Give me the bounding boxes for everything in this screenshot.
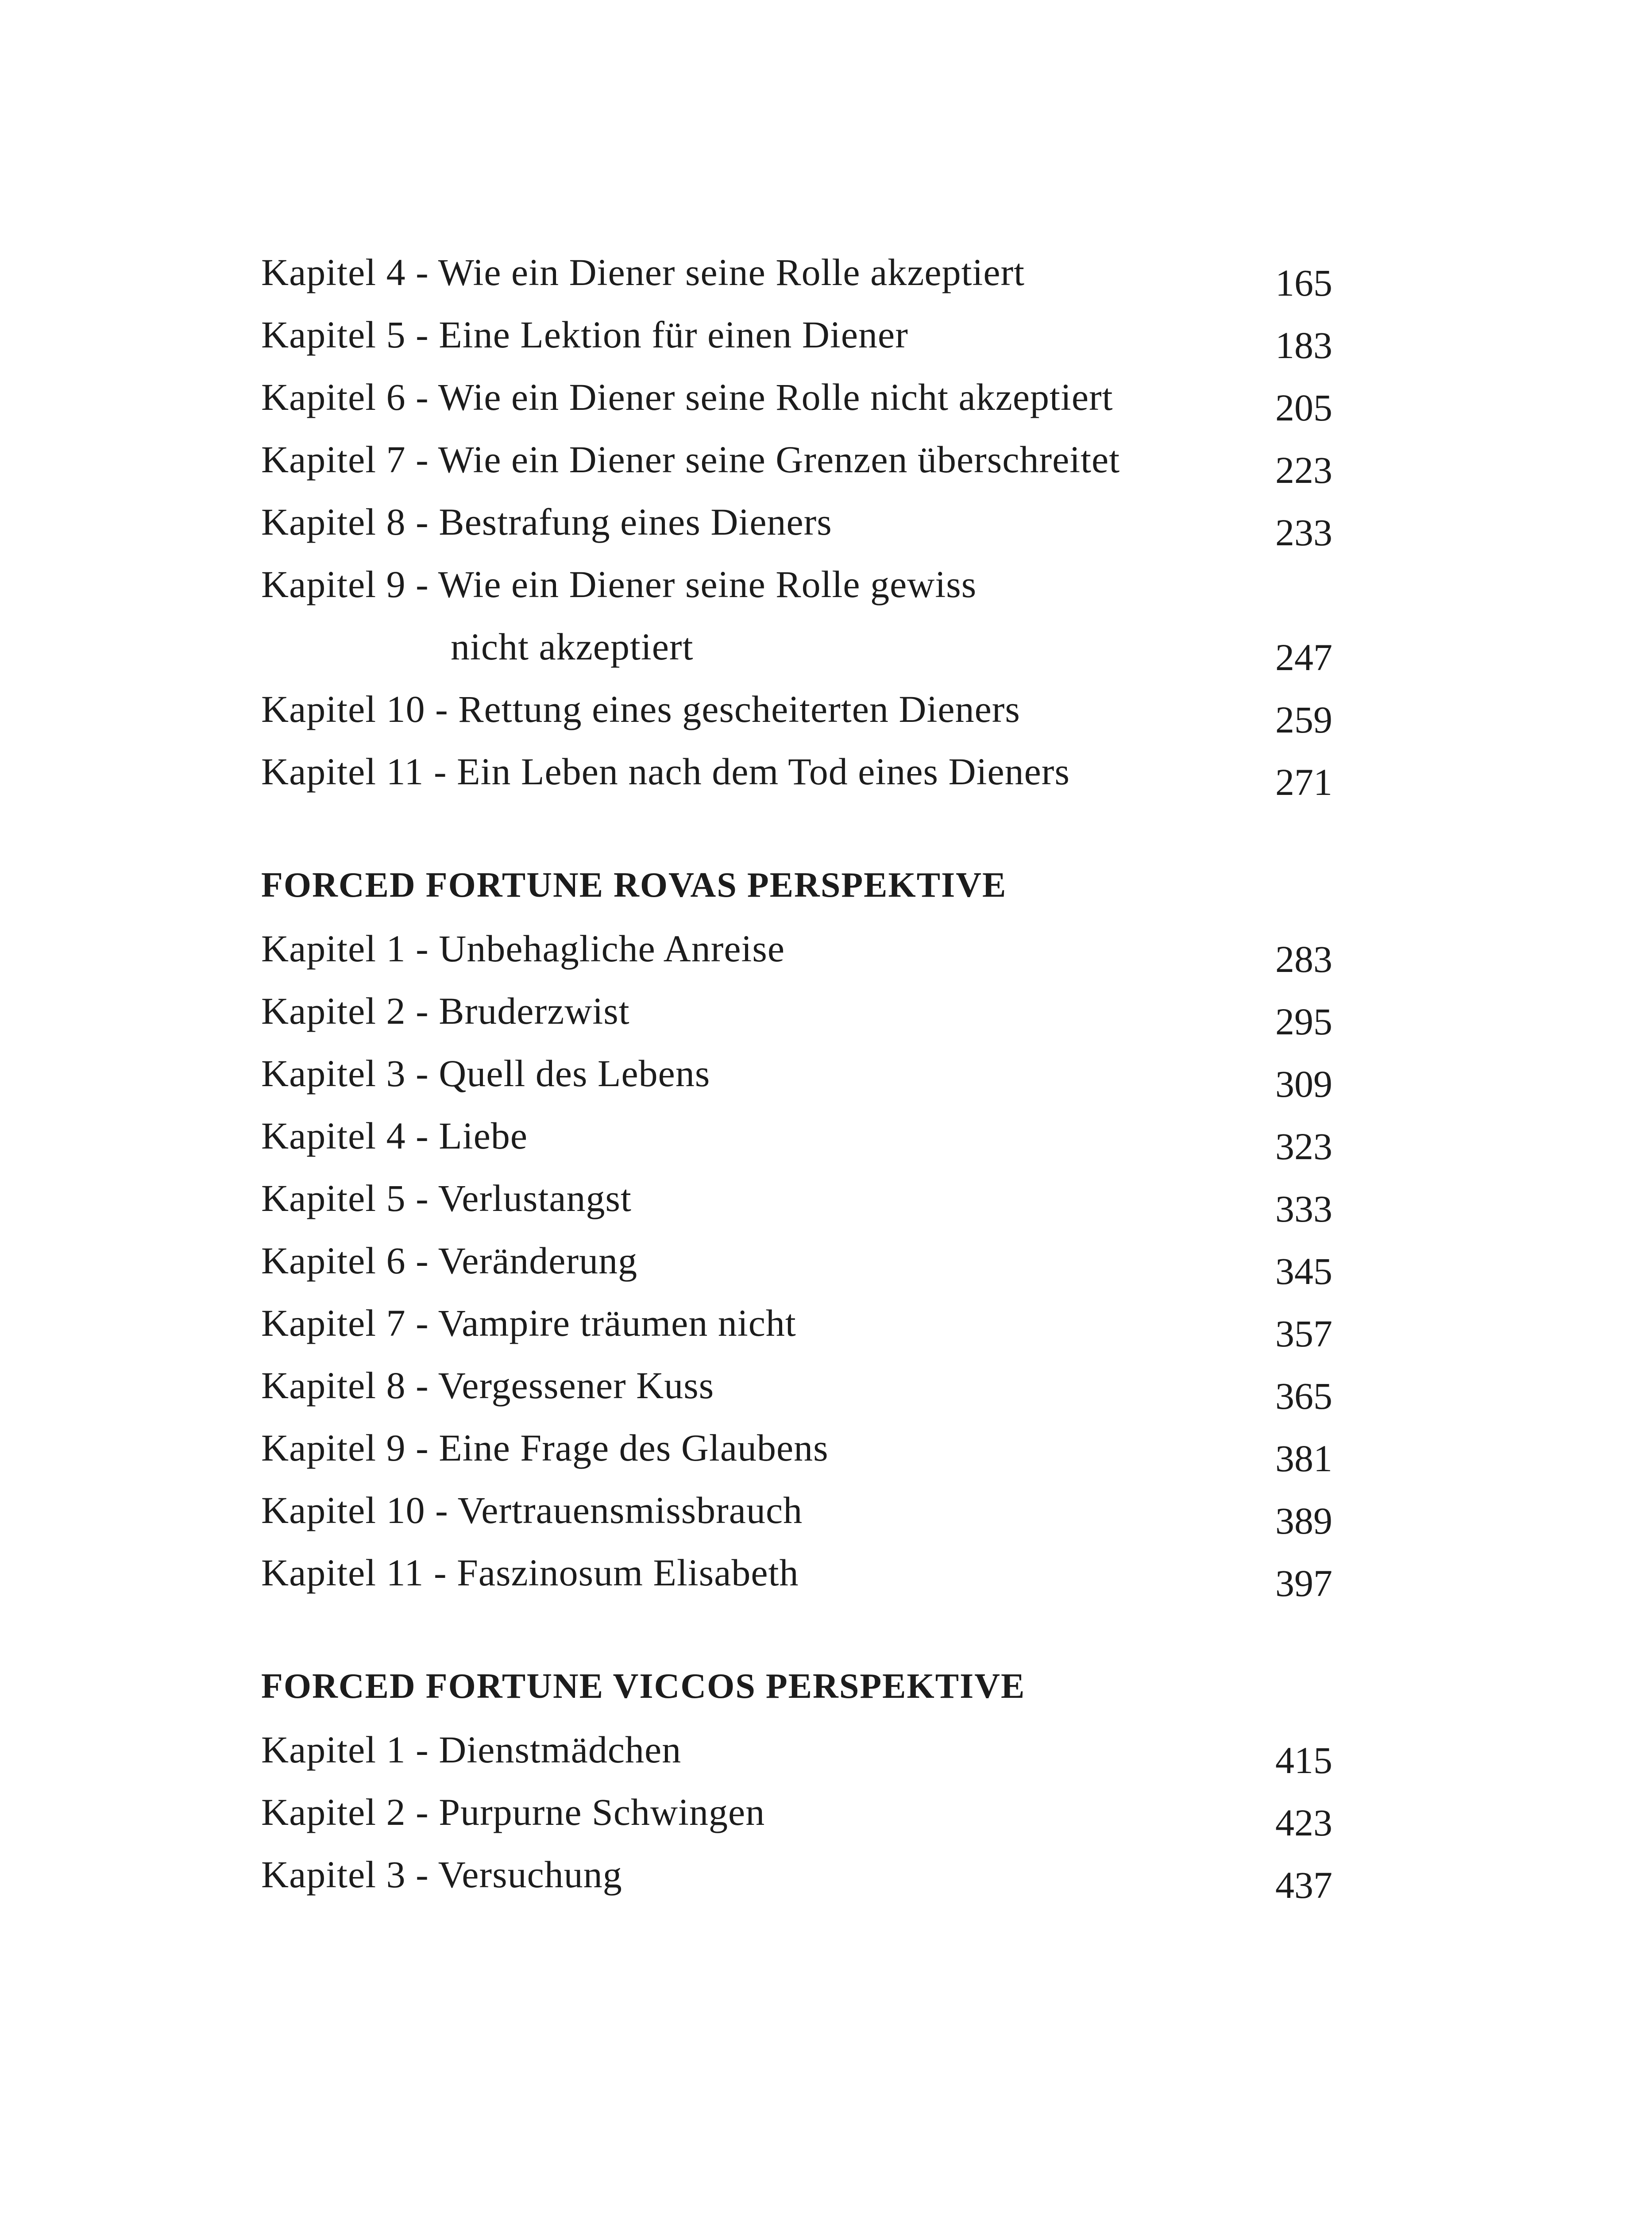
toc-entry-title: Kapitel 6 - Veränderung xyxy=(261,1239,638,1282)
toc-entry-title: Kapitel 9 - Wie ein Diener seine Rolle gewiss xyxy=(261,563,977,605)
toc-entry xyxy=(261,1114,1332,1176)
toc-entry xyxy=(261,749,1332,812)
toc-entry xyxy=(261,1852,1332,1915)
toc-entry-title-continued: nicht akzeptiert xyxy=(451,625,694,668)
toc-entry-page: 259 xyxy=(1275,698,1332,741)
toc-entry-page: 333 xyxy=(1275,1187,1332,1230)
section-heading: FORCED FORTUNE VICCOS PERSPEKTIVE xyxy=(261,1667,1026,1706)
toc-entry xyxy=(261,687,1332,749)
toc-entry xyxy=(261,1426,1332,1488)
toc-entry-continuation xyxy=(261,625,1332,687)
toc-entry-page: 295 xyxy=(1275,1000,1332,1043)
toc-entry-page: 233 xyxy=(1275,511,1332,554)
toc-entry-page: 357 xyxy=(1275,1312,1332,1355)
toc-entry xyxy=(261,250,1332,312)
toc-entry-title: Kapitel 5 - Verlustangst xyxy=(261,1177,632,1219)
toc-entry xyxy=(261,562,1332,625)
toc-entry xyxy=(261,437,1332,500)
toc-entry xyxy=(261,989,1332,1051)
toc-entry-page: 345 xyxy=(1275,1250,1332,1292)
toc-entry xyxy=(261,1238,1332,1301)
toc-entry-page: 415 xyxy=(1275,1739,1332,1781)
toc-entry-title: Kapitel 9 - Eine Frage des Glaubens xyxy=(261,1426,829,1469)
toc-entry-title: Kapitel 3 - Quell des Lebens xyxy=(261,1052,710,1095)
toc-entry-title: Kapitel 8 - Bestrafung eines Dieners xyxy=(261,501,832,543)
toc-entry-page: 183 xyxy=(1275,324,1332,366)
section-spacer xyxy=(261,812,1332,863)
toc-entry xyxy=(261,1051,1332,1114)
toc-entry-title: Kapitel 5 - Eine Lektion für einen Diener xyxy=(261,313,908,356)
toc-entry xyxy=(261,312,1332,375)
toc-entry-page: 365 xyxy=(1275,1375,1332,1417)
toc-entry xyxy=(261,1301,1332,1363)
toc-entry-title: Kapitel 6 - Wie ein Diener seine Rolle nicht akzeptiert xyxy=(261,376,1113,418)
toc-entry-page: 423 xyxy=(1275,1801,1332,1844)
toc-entry-title: Kapitel 11 - Ein Leben nach dem Tod eines Dieners xyxy=(261,750,1070,793)
toc-entry xyxy=(261,926,1332,989)
toc-entry-title: Kapitel 1 - Unbehagliche Anreise xyxy=(261,927,785,970)
toc-entry xyxy=(261,375,1332,437)
toc-entry xyxy=(261,1488,1332,1550)
toc-entry-page: 223 xyxy=(1275,449,1332,491)
toc-entry-title: Kapitel 7 - Vampire träumen nicht xyxy=(261,1302,796,1344)
toc-entry-page: 205 xyxy=(1275,386,1332,429)
toc-entry-title: Kapitel 10 - Rettung eines gescheiterten Dieners xyxy=(261,688,1020,730)
toc-entry-page: 165 xyxy=(1275,262,1332,304)
toc-entry-title: Kapitel 2 - Bruderzwist xyxy=(261,990,630,1032)
toc-entry-title: Kapitel 2 - Purpurne Schwingen xyxy=(261,1791,765,1833)
toc-entry xyxy=(261,1727,1332,1790)
toc-entry-title: Kapitel 4 - Wie ein Diener seine Rolle akzeptiert xyxy=(261,251,1025,293)
toc-entry xyxy=(261,1790,1332,1852)
toc-entry-title: Kapitel 1 - Dienstmädchen xyxy=(261,1728,682,1771)
toc-entry-title: Kapitel 10 - Vertrauensmissbrauch xyxy=(261,1489,803,1531)
toc-entry xyxy=(261,1550,1332,1613)
toc-entry-page: 437 xyxy=(1275,1864,1332,1906)
toc-entry-title: Kapitel 7 - Wie ein Diener seine Grenzen überschreitet xyxy=(261,438,1120,481)
toc-entry-page: 389 xyxy=(1275,1500,1332,1542)
toc-entry-title: Kapitel 8 - Vergessener Kuss xyxy=(261,1364,714,1407)
toc-entry-page: 381 xyxy=(1275,1437,1332,1480)
section-spacer xyxy=(261,1613,1332,1664)
section-heading: FORCED FORTUNE ROVAS PERSPEKTIVE xyxy=(261,866,1007,905)
toc-entry xyxy=(261,1176,1332,1238)
toc-entry-page: 397 xyxy=(1275,1562,1332,1604)
table-of-contents xyxy=(261,250,1332,1915)
toc-entry-page: 271 xyxy=(1275,761,1332,803)
toc-entry-page: 309 xyxy=(1275,1063,1332,1105)
toc-entry xyxy=(261,500,1332,562)
toc-entry-title: Kapitel 3 - Versuchung xyxy=(261,1853,622,1896)
toc-entry xyxy=(261,1363,1332,1426)
toc-entry-page: 323 xyxy=(1275,1125,1332,1168)
toc-entry-page: 283 xyxy=(1275,938,1332,980)
toc-entry-title: Kapitel 11 - Faszinosum Elisabeth xyxy=(261,1551,799,1594)
toc-entry-title: Kapitel 4 - Liebe xyxy=(261,1114,528,1157)
toc-entry-page: 247 xyxy=(1275,636,1332,679)
